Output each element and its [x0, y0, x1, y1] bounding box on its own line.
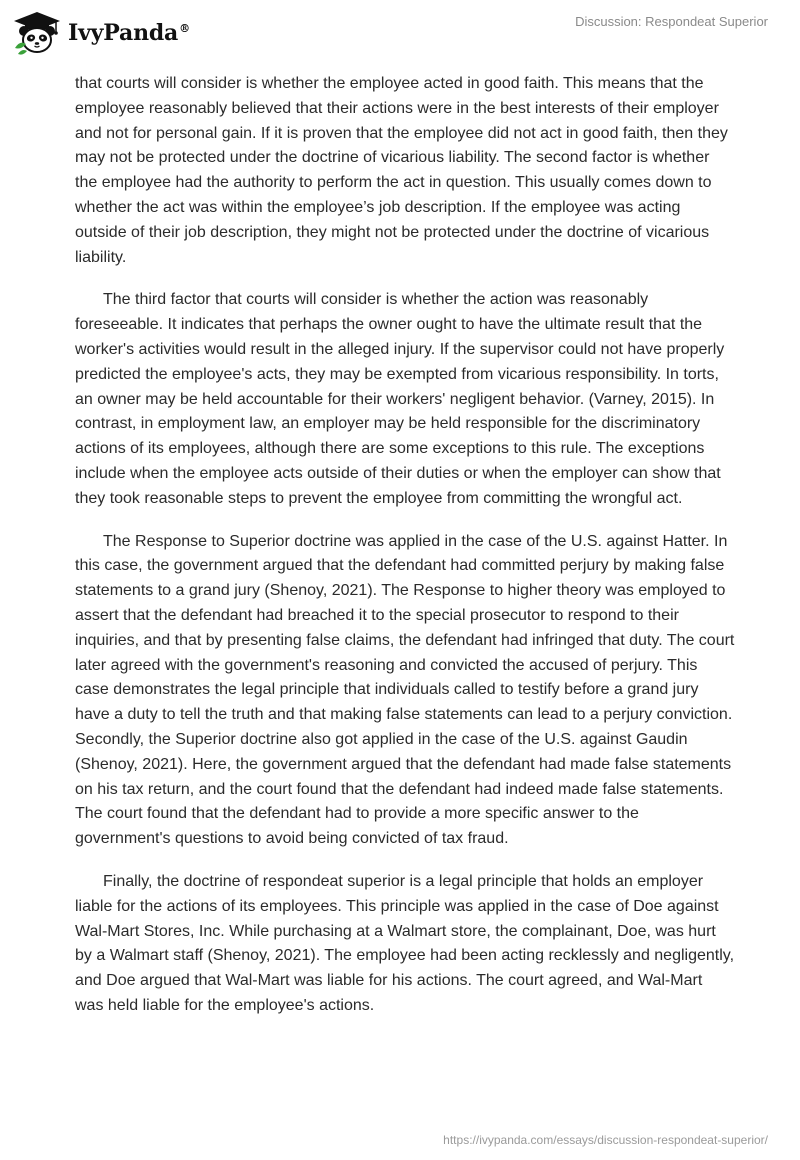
essay-body [75, 72, 735, 1037]
paragraph: The Response to Superior doctrine was applied in the case of the U.S. against Hatter. In this case, the government argued that the defendant had committed perjury by making false statements to a grand jury (Shenoy, 2021). The Response to higher theory was employed to assert that the defendant had breached it to the special prosecutor to respond to their inquiries, and that by presenting false claims, the defendant had infringed that duty. The court later agreed with the government's reasoning and convicted the accused of perjury. This case demonstrates the legal principle that individuals called to testify before a grand jury have a duty to tell the truth and that making false statements can lead to a perjury conviction. Secondly, the Superior doctrine also got applied in the case of the U.S. against Gaudin (Shenoy, 2021). Here, the government argued that the defendant had made false statements on his tax return, and the court found that the defendant had indeed made false statements. The court found that the defendant had to provide a more specific answer to the government's questions to avoid being convicted of tax fraud. [75, 532, 735, 848]
ivypanda-logo[interactable] [12, 8, 190, 58]
document-title: Discussion: Respondeat Superior [575, 14, 768, 29]
paragraph: The third factor that courts will consider is whether the action was reasonably foreseeable. It indicates that perhaps the owner ought to have the ultimate result that the worker's activities would result in the alleged injury. If the supervisor could not have properly predicted the employee's acts, they may be exempted from vicarious responsibility. In torts, an owner may be held accountable for their workers' negligent behavior. (Varney, 2015). In contrast, in employment law, an employer may be held responsible for the discriminatory actions of its employees, although there are some exceptions to this rule. The exceptions include when the employee acts outside of their duties or when the employer can show that they took reasonable steps to prevent the employee from committing the wrongful act. [75, 291, 725, 507]
page-header [0, 0, 800, 70]
paragraph: Finally, the doctrine of respondeat superior is a legal principle that holds an employer liable for the actions of its employees. This principle was applied in the case of Doe against Wal-Mart Stores, Inc. While purchasing at a Walmart store, the complainant, Doe, was hurt by a Walmart staff (Shenoy, 2021). The employee had been acting recklessly and negligently, and Doe argued that Wal-Mart was liable for his actions. The court agreed, and Wal-Mart was held liable for the employee's actions. [75, 872, 735, 1014]
brand-name: IvyPanda® [68, 20, 190, 46]
paragraph: that courts will consider is whether the employee acted in good faith. This means that the employee reasonably believed that their actions were in the best interests of their employer and not for personal gain. If it is proven that the employee did not act in good faith, then they may not be protected under the doctrine of vicarious liability. The second factor is whether the employee had the authority to perform the act in question. This usually comes down to whether the act was within the employee’s job description. If the employee was acting outside of their job description, they might not be protected under the doctrine of vicarious liability. [75, 75, 728, 266]
panda-graduate-icon [12, 10, 62, 56]
source-url[interactable]: https://ivypanda.com/essays/discussion-respondeat-superior/ [443, 1133, 768, 1147]
